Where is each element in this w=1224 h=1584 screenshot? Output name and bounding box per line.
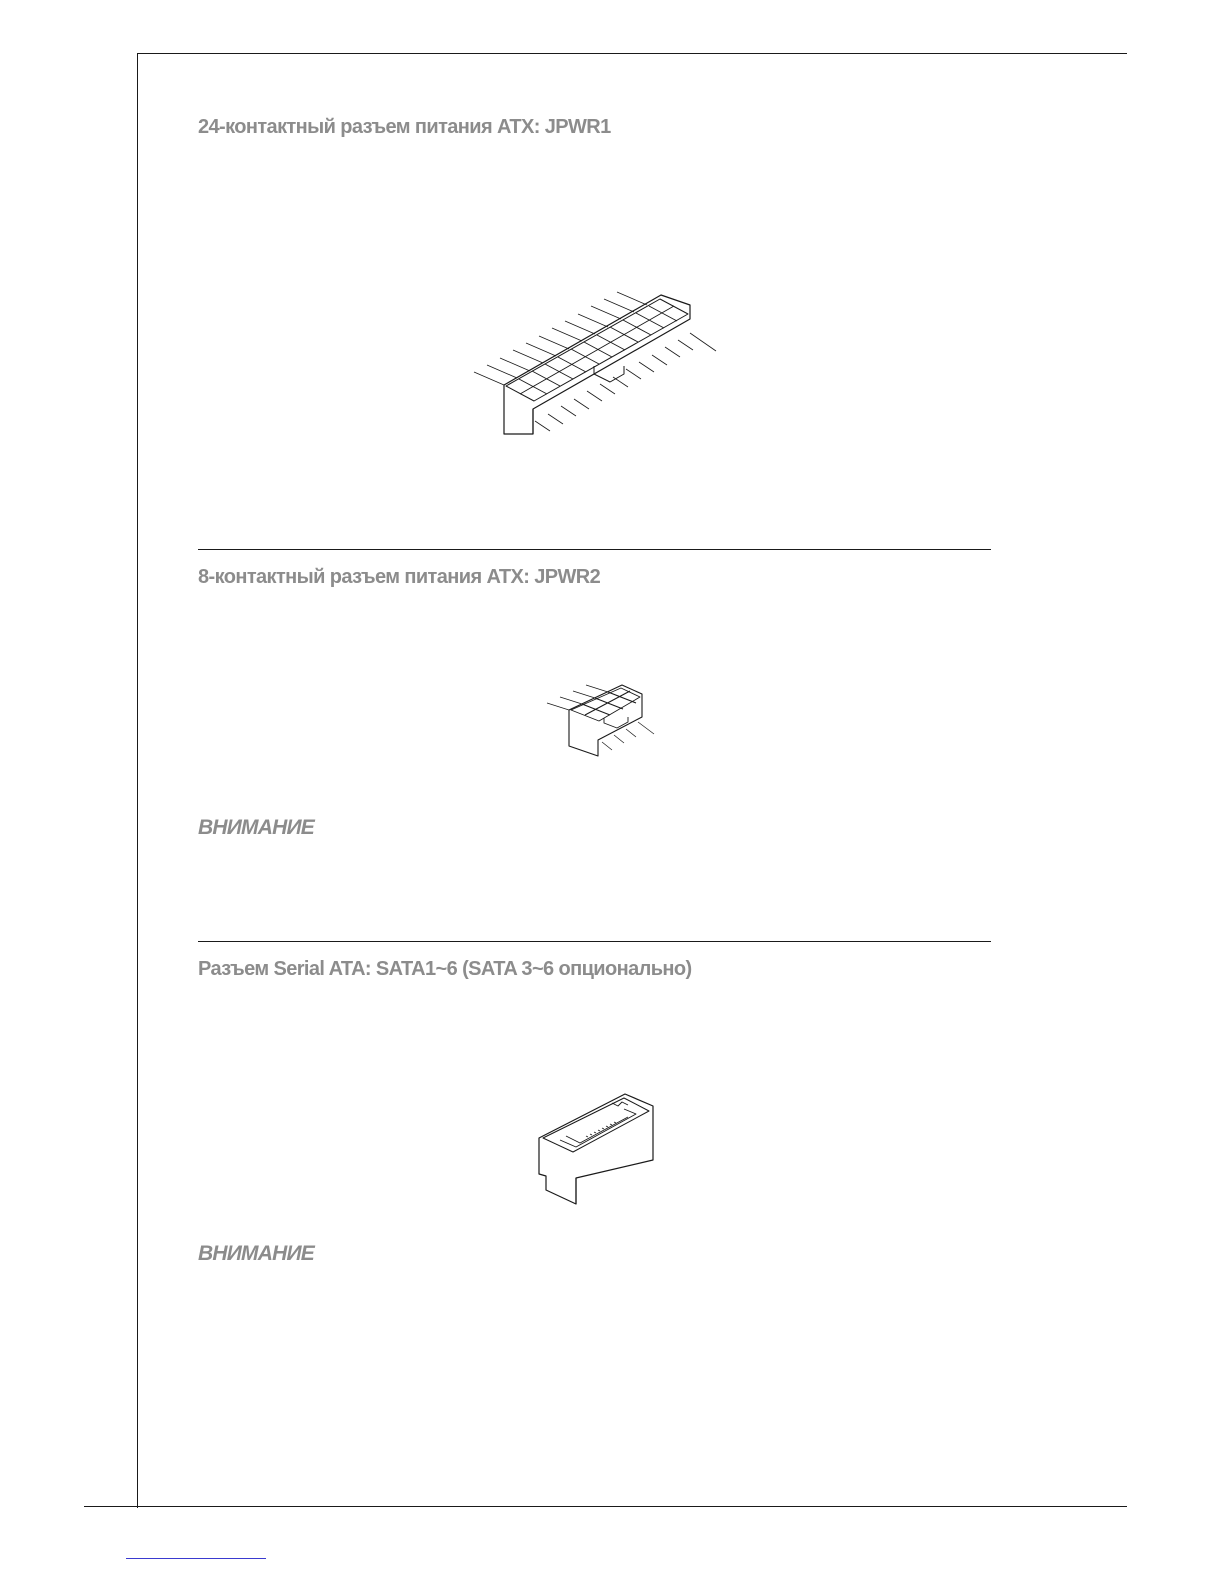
page-left-rule <box>137 53 138 1508</box>
caution-label-jpwr2: ВНИМАНИЕ <box>198 816 314 839</box>
section-divider-jpwr2 <box>198 549 991 550</box>
section-heading-jpwr1: 24-контактный разъем питания ATX: JPWR1 <box>198 116 611 138</box>
footer-link-underline <box>126 1558 266 1559</box>
section-heading-sata: Разъем Serial ATA: SATA1~6 (SATA 3~6 опционально) <box>198 958 692 980</box>
atx-24pin-connector-icon <box>470 288 720 438</box>
atx-8pin-connector-icon <box>542 680 662 760</box>
section-divider-sata <box>198 941 991 942</box>
page-top-rule <box>137 53 1127 54</box>
sata-connector-icon <box>536 1086 660 1210</box>
caution-label-sata: ВНИМАНИЕ <box>198 1242 314 1265</box>
section-heading-jpwr2: 8-контактный разъем питания ATX: JPWR2 <box>198 566 601 588</box>
page-bottom-rule <box>84 1506 1127 1507</box>
